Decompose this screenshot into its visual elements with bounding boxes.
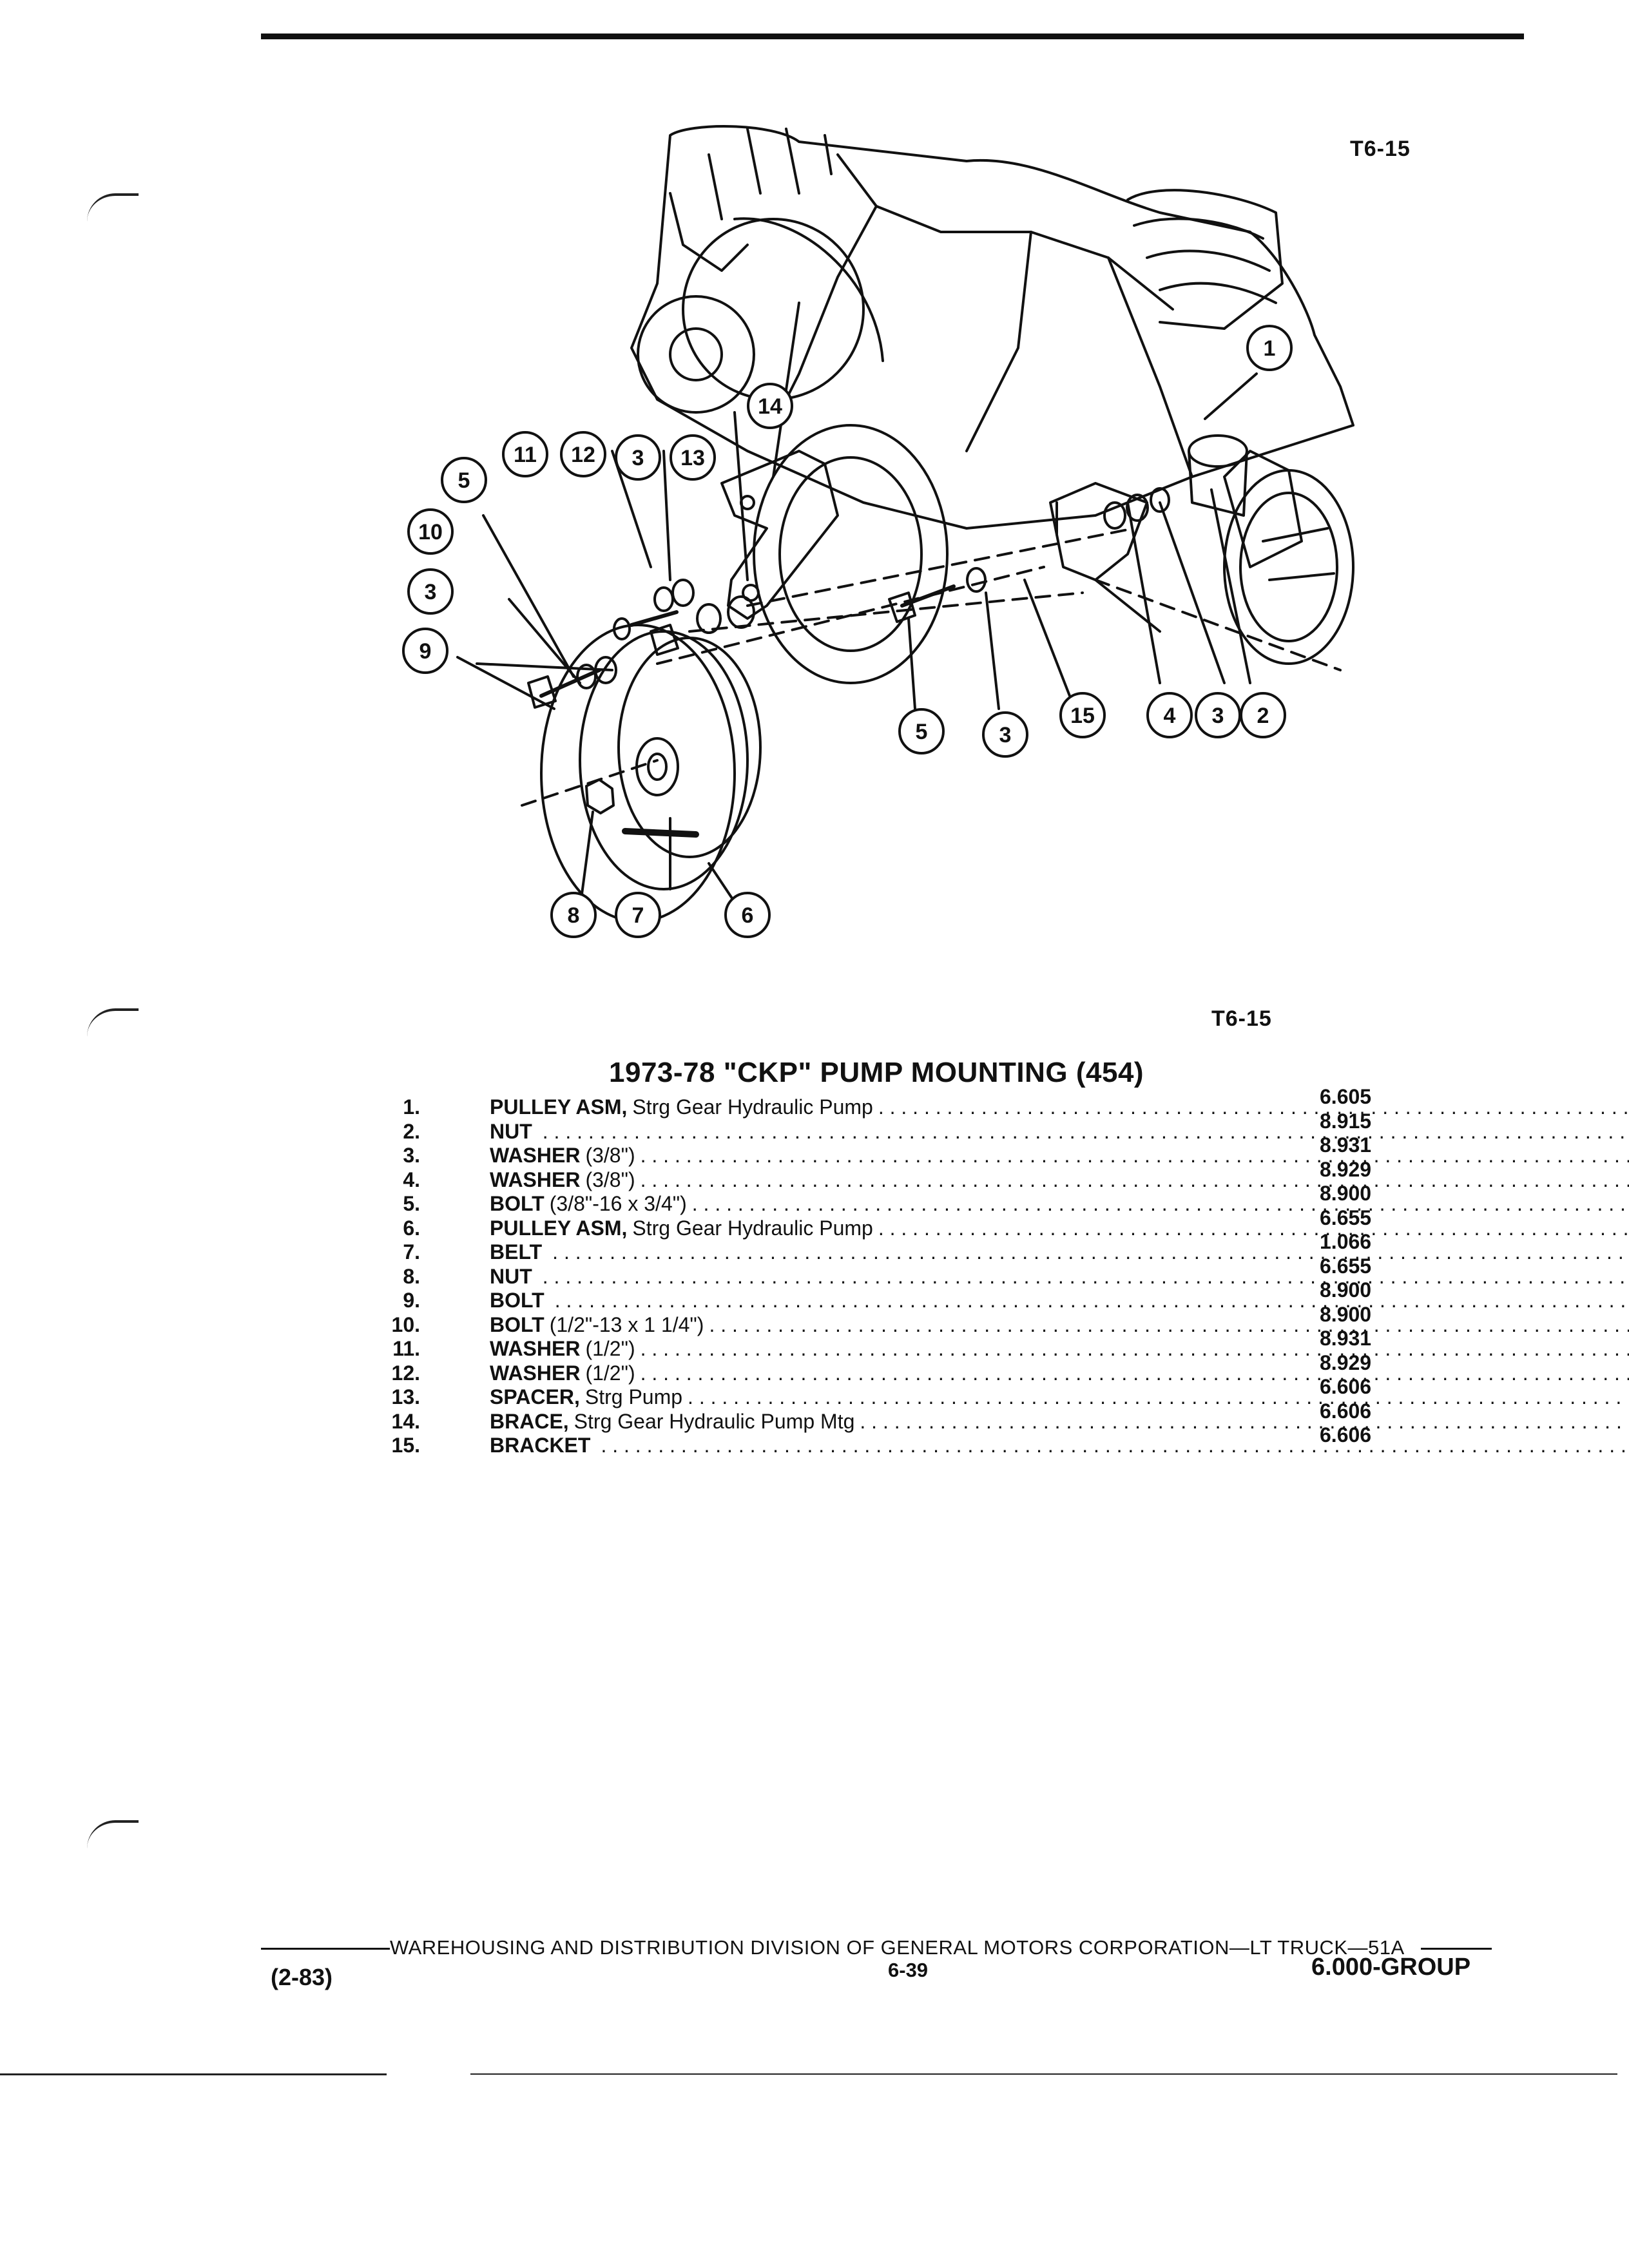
svg-text:3: 3 xyxy=(424,580,437,604)
dot-leader xyxy=(641,1168,1629,1193)
part-description: (1/2"-13 x 1 1/4") xyxy=(549,1312,704,1336)
part-description: (3/8"-16 x 3/4") xyxy=(549,1192,687,1215)
part-name-bold: NUT xyxy=(490,1264,532,1288)
part-name xyxy=(490,1313,1629,1338)
part-name xyxy=(490,1240,1629,1265)
part-name xyxy=(490,1361,1629,1386)
part-group-number: 8.931 xyxy=(1320,1327,1372,1350)
bottom-rule xyxy=(0,2073,387,2075)
part-description: Strg Pump xyxy=(584,1385,683,1408)
svg-text:7: 7 xyxy=(631,903,644,928)
part-name xyxy=(490,1095,1629,1120)
part-group-number: 8.900 xyxy=(1320,1182,1372,1205)
footer-publisher-text: WAREHOUSING AND DISTRIBUTION DIVISION OF GENERAL MOTORS CORPORATION—LT TRUCK—51A xyxy=(390,1936,1405,1959)
parts-row xyxy=(387,1206,1392,1241)
top-rule xyxy=(261,34,1524,39)
part-name-bold: BRACE, xyxy=(490,1409,569,1433)
part-group-number: 8.915 xyxy=(1320,1109,1372,1133)
part-group-number: 6.606 xyxy=(1320,1423,1372,1446)
callout-8 xyxy=(552,893,595,937)
parts-row xyxy=(387,1109,1392,1144)
svg-text:12: 12 xyxy=(571,443,595,467)
callout-5 xyxy=(442,458,486,502)
part-group-number: 8.900 xyxy=(1320,1302,1372,1326)
footer-page-number: 6-39 xyxy=(888,1959,929,1981)
figure-code-top: T6-15 xyxy=(1350,137,1411,161)
dot-leader xyxy=(688,1385,1629,1410)
callout-3 xyxy=(616,436,660,479)
part-name xyxy=(490,1120,1629,1144)
part-description: Strg Gear Hydraulic Pump xyxy=(632,1095,873,1119)
part-group-number: 6.606 xyxy=(1320,1399,1372,1423)
part-number: 2. xyxy=(403,1119,420,1143)
part-group-number: 8.931 xyxy=(1320,1133,1372,1157)
part-name xyxy=(490,1192,1629,1216)
part-name-bold: BELT xyxy=(490,1240,543,1264)
svg-text:5: 5 xyxy=(915,720,928,744)
parts-row xyxy=(387,1254,1392,1289)
part-name xyxy=(490,1216,1629,1241)
part-number: 4. xyxy=(403,1168,420,1191)
part-name-bold: PULLEY ASM, xyxy=(490,1216,628,1240)
callout-13 xyxy=(671,436,715,479)
svg-text:3: 3 xyxy=(999,723,1012,747)
part-name xyxy=(490,1144,1629,1168)
part-description: Strg Gear Hydraulic Pump xyxy=(632,1216,873,1240)
callout-4 xyxy=(1148,693,1191,737)
part-description: (1/2") xyxy=(585,1361,635,1385)
svg-text:5: 5 xyxy=(458,468,470,493)
parts-diagram xyxy=(387,116,1392,966)
bottom-rule xyxy=(470,2073,1617,2075)
callout-3 xyxy=(409,570,452,613)
svg-text:2: 2 xyxy=(1257,704,1269,728)
callout-7 xyxy=(616,893,660,937)
footer-group: 6.000-GROUP xyxy=(1311,1954,1471,1981)
part-name xyxy=(490,1434,1629,1458)
part-number: 14. xyxy=(391,1409,420,1433)
part-group-number: 6.655 xyxy=(1320,1254,1372,1278)
dot-leader xyxy=(692,1192,1629,1216)
part-name xyxy=(490,1385,1629,1410)
parts-row xyxy=(387,1327,1392,1361)
part-number: 8. xyxy=(403,1264,420,1288)
svg-text:3: 3 xyxy=(1211,704,1224,728)
part-name-bold: BOLT xyxy=(490,1289,545,1312)
part-name-bold: WASHER xyxy=(490,1168,581,1191)
part-number: 7. xyxy=(403,1240,420,1264)
part-group-number: 1.066 xyxy=(1320,1230,1372,1253)
callout-9 xyxy=(403,629,447,673)
part-number: 10. xyxy=(391,1312,420,1336)
parts-row xyxy=(387,1278,1392,1313)
dot-leader xyxy=(641,1361,1629,1386)
dot-leader xyxy=(543,1265,1629,1289)
part-group-number: 8.900 xyxy=(1320,1278,1372,1302)
part-name-bold: NUT xyxy=(490,1119,532,1143)
part-number: 12. xyxy=(391,1361,420,1385)
parts-list xyxy=(387,1085,1392,1458)
part-name-bold: WASHER xyxy=(490,1361,581,1385)
footer-publisher xyxy=(261,1936,1492,1959)
part-group-number: 8.929 xyxy=(1320,1157,1372,1181)
part-group-number: 6.655 xyxy=(1320,1206,1372,1229)
part-number: 5. xyxy=(403,1192,420,1215)
part-number: 13. xyxy=(391,1385,420,1408)
part-description: (3/8") xyxy=(585,1144,635,1167)
parts-row xyxy=(387,1375,1392,1410)
parts-row xyxy=(387,1423,1392,1458)
part-number: 6. xyxy=(403,1216,420,1240)
part-name-bold: BRACKET xyxy=(490,1434,591,1457)
parts-row xyxy=(387,1182,1392,1216)
part-name-bold: BOLT xyxy=(490,1192,545,1215)
part-name-bold: BOLT xyxy=(490,1312,545,1336)
callout-10 xyxy=(409,510,452,553)
callout-11 xyxy=(503,432,547,476)
callout-15 xyxy=(1061,693,1104,737)
part-name xyxy=(490,1265,1629,1289)
dot-leader xyxy=(860,1410,1629,1434)
parts-row xyxy=(387,1157,1392,1193)
dot-leader xyxy=(878,1095,1629,1120)
dot-leader xyxy=(555,1289,1629,1313)
dot-leader xyxy=(601,1434,1629,1458)
callout-5 xyxy=(900,709,943,753)
svg-text:4: 4 xyxy=(1163,704,1176,728)
part-number: 9. xyxy=(403,1289,420,1312)
parts-row xyxy=(387,1350,1392,1386)
dot-leader xyxy=(641,1144,1629,1168)
part-group-number: 6.605 xyxy=(1320,1085,1372,1108)
binder-hole-mark xyxy=(87,1820,139,1849)
svg-text:8: 8 xyxy=(567,903,580,928)
part-number: 1. xyxy=(403,1095,420,1119)
callout-6 xyxy=(726,893,769,937)
part-description: (3/8") xyxy=(585,1168,635,1191)
parts-row xyxy=(387,1133,1392,1168)
parts-row xyxy=(387,1399,1392,1434)
callout-2 xyxy=(1241,693,1285,737)
figure-code-bottom: T6-15 xyxy=(1211,1006,1272,1031)
dot-leader xyxy=(543,1120,1629,1144)
part-description: Strg Gear Hydraulic Pump Mtg xyxy=(574,1409,855,1433)
part-name xyxy=(490,1410,1629,1434)
svg-text:14: 14 xyxy=(758,394,782,419)
callout-14 xyxy=(748,384,792,428)
parts-row xyxy=(387,1302,1392,1338)
part-name-bold: WASHER xyxy=(490,1337,581,1360)
callout-3 xyxy=(983,713,1027,756)
callout-12 xyxy=(561,432,605,476)
part-name xyxy=(490,1289,1629,1313)
part-number: 3. xyxy=(403,1144,420,1167)
svg-text:11: 11 xyxy=(514,443,537,467)
callout-1 xyxy=(1248,326,1291,370)
page-title: 1973-78 "CKP" PUMP MOUNTING (454) xyxy=(609,1057,1144,1088)
svg-text:10: 10 xyxy=(418,520,443,544)
svg-text:3: 3 xyxy=(631,446,644,470)
parts-row xyxy=(387,1230,1392,1265)
svg-text:15: 15 xyxy=(1070,704,1095,728)
part-name-bold: SPACER, xyxy=(490,1385,580,1408)
binder-hole-mark xyxy=(87,193,139,222)
part-group-number: 6.606 xyxy=(1320,1375,1372,1398)
dot-leader xyxy=(878,1216,1629,1241)
part-name-bold: WASHER xyxy=(490,1144,581,1167)
svg-text:13: 13 xyxy=(680,446,705,470)
svg-text:1: 1 xyxy=(1263,336,1276,361)
binder-hole-mark xyxy=(87,1008,139,1037)
svg-text:9: 9 xyxy=(419,639,432,664)
parts-row xyxy=(387,1085,1392,1120)
part-number: 15. xyxy=(391,1434,420,1457)
dot-leader xyxy=(709,1313,1629,1338)
part-name-bold: PULLEY ASM, xyxy=(490,1095,628,1119)
part-group-number: 8.929 xyxy=(1320,1350,1372,1374)
part-name xyxy=(490,1168,1629,1193)
part-number: 11. xyxy=(392,1337,420,1360)
part-description: (1/2") xyxy=(585,1337,635,1360)
dot-leader xyxy=(641,1337,1629,1361)
footer-date: (2-83) xyxy=(271,1964,333,1990)
part-name xyxy=(490,1337,1629,1361)
dot-leader xyxy=(552,1240,1629,1265)
svg-text:6: 6 xyxy=(741,903,754,928)
callout-3 xyxy=(1196,693,1240,737)
